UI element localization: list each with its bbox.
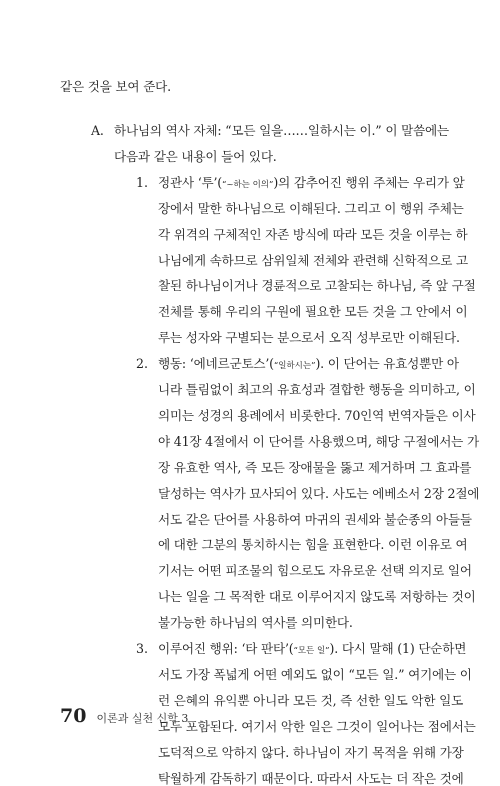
item-2-line-2: 니라 틀림없이 최고의 유효성과 결합한 행동을 의미하고, 이 (158, 382, 476, 397)
item-2-line-9: 기서는 어떤 피조물의 힘으로도 자유로운 선택 의지로 일어 (158, 563, 472, 579)
item-3-line-4: 모두 포함된다. 여기서 악한 일은 그것이 일어나는 점에서는 (158, 718, 476, 734)
item-2-line-8: 에 대한 그분의 통치하시는 힘을 표현한다. 이런 이유로 여 (158, 537, 468, 553)
book-title: 이론과 실천 신학 3 (96, 712, 189, 725)
item-2-line-5: 장 유효한 역사, 즉 모든 장애물을 뚫고 제거하며 그 효과를 (158, 459, 472, 475)
item-3-line-1: 이루어진 행위: ‘타 판타’(“모든 일”). 다시 말해 (1) 단순하면 (158, 641, 467, 656)
page-number: 70 (60, 705, 87, 727)
item-2-number: 2. (136, 356, 149, 372)
item-2-line-10: 나는 일을 그 목적한 대로 이루어지지 않도록 저항하는 것이 (158, 589, 476, 605)
section-label: A. (91, 123, 104, 138)
item-3-line-6: 탁월하게 감독하기 때문이다. 따라서 사도는 더 작은 것에 (158, 770, 464, 786)
item-1-line-6: 전체를 통해 우리의 구원에 필요한 모든 것을 그 안에서 이 (158, 304, 468, 320)
item-1-number: 1. (136, 174, 149, 190)
item-2-line-4: 야 41장 4절에서 이 단어를 사용했으며, 해당 구절에서는 가 (158, 433, 479, 449)
item-1-line-7: 루는 성자와 구별되는 분으로서 오직 성부로만 이해된다. (158, 330, 460, 346)
page-footer (60, 705, 188, 727)
item-1-line-5: 찰된 하나님이거나 경륜적으로 고찰되는 하나님, 즉 앞 구절 (158, 278, 476, 294)
item-3-line-5: 도덕적으로 악하지 않다. 하나님이 자기 목적을 위해 가장 (158, 744, 464, 760)
item-1-line-1: 정관사 ‘투’(“~하는 이의”)의 감추어진 행위 주체는 우리가 앞 (158, 174, 465, 190)
item-3-number: 3. (136, 641, 149, 656)
item-1-line-2: 장에서 말한 하나님으로 이해된다. 그리고 이 행위 주체는 (158, 200, 464, 216)
item-1-line-4: 나님에게 속하므로 삼위일체 전체와 관련해 신학적으로 고 (158, 252, 468, 268)
item-2-line-3: 의미는 성경의 용례에서 비롯한다. 70인역 번역자들은 이사 (158, 407, 476, 423)
item-3-line-2: 서도 가장 폭넓게 어떤 예외도 없이 “모든 일.” 여기에는 이 (158, 666, 472, 682)
section-heading-text: 하나님의 역사 자체: “모든 일을……일하시는 이.” 이 말씀에는 (114, 123, 449, 138)
item-2-line-1: 행동: ‘에네르군토스’(“일하시는”). 이 단어는 유효성뿐만 아 (158, 356, 459, 372)
item-2-line-7: 서도 같은 단어를 사용하여 마귀의 권세와 불순종의 아들들 (158, 511, 472, 527)
opening-line: 같은 것을 보여 준다. (60, 79, 171, 94)
item-3-line-3: 런 은혜의 유익뿐 아니라 모든 것, 즉 선한 일도 악한 일도 (158, 692, 464, 708)
item-1-line-3: 각 위격의 구체적인 자존 방식에 따라 모든 것을 이루는 하 (158, 226, 468, 242)
section-heading-continuation: 다음과 같은 내용이 들어 있다. (114, 148, 277, 164)
item-2-line-6: 달성하는 역사가 묘사되어 있다. 사도는 에베소서 2장 2절에 (158, 485, 480, 501)
item-2-line-11: 불가능한 하나님의 역사를 의미한다. (158, 615, 353, 631)
